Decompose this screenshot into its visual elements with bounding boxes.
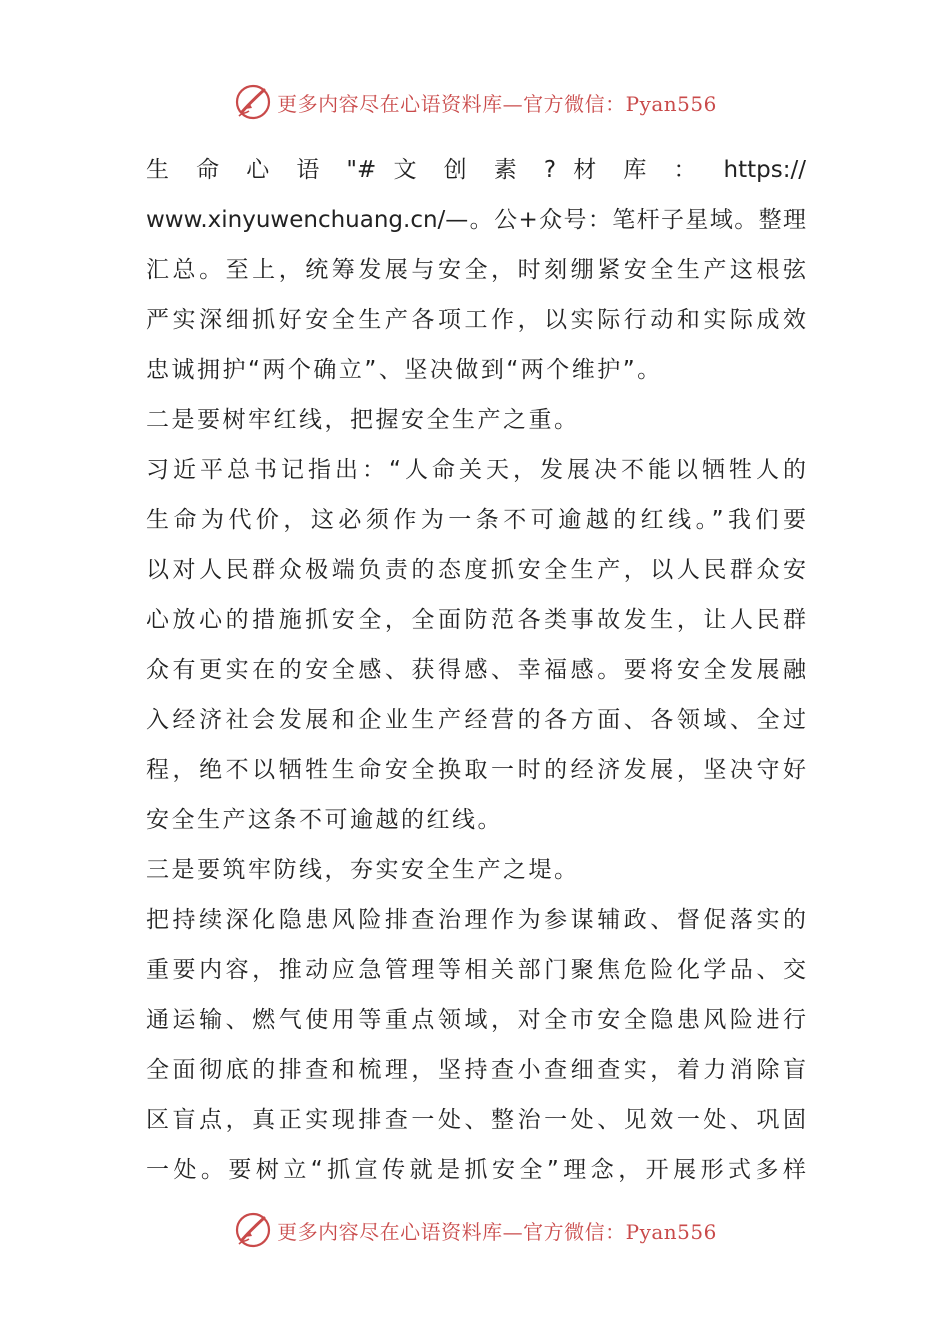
text-line: 区盲点，真正实现排查一处、整治一处、见效一处、巩固 [146, 1107, 806, 1133]
text-line: 通运输、燃气使用等重点领域，对全市安全隐患风险进行 [146, 1007, 806, 1033]
banner-text: 更多内容尽在心语资料库—官方微信：Pyan556 [277, 1219, 717, 1244]
text-line: 众有更实在的安全感、获得感、幸福感。要将安全发展融 [146, 657, 806, 683]
text-line: 二是要树牢红线，把握安全生产之重。 [146, 407, 580, 433]
text-line: 程，绝不以牺牲生命安全换取一时的经济发展，坚决守好 [146, 757, 806, 783]
text-line: www.xinyuwenchuang.cn/—。公+众号：笔杆子星域。整理 [146, 207, 806, 233]
text-line: 汇总。至上，统筹发展与安全，时刻绷紧安全生产这根弦 [146, 257, 806, 283]
banner-text: 更多内容尽在心语资料库—官方微信：Pyan556 [277, 91, 717, 116]
text-line: 生命为代价，这必须作为一条不可逾越的红线。”我们要 [146, 507, 806, 533]
text-line: 心放心的措施抓安全，全面防范各类事故发生，让人民群 [146, 607, 806, 633]
text-line: 把持续深化隐患风险排查治理作为参谋辅政、督促落实的 [146, 907, 806, 933]
text-line: 三是要筑牢防线，夯实安全生产之堤。 [146, 857, 580, 883]
pen-logo-icon [233, 82, 273, 122]
text-line: 忠诚拥护“两个确立”、坚决做到“两个维护”。 [146, 357, 663, 383]
footer-banner [0, 1208, 950, 1252]
text-line: 全面彻底的排查和梳理，坚持查小查细查实，着力消除盲 [146, 1057, 806, 1083]
text-line: 入经济社会发展和企业生产经营的各方面、各领域、全过 [146, 707, 806, 733]
text-line: 一处。要树立“抓宣传就是抓安全”理念，开展形式多样 [146, 1157, 806, 1183]
header-banner [0, 80, 950, 124]
text-line: 安全生产这条不可逾越的红线。 [146, 807, 503, 833]
pen-logo-icon [233, 1210, 273, 1250]
text-line: 以对人民群众极端负责的态度抓安全生产，以人民群众安 [146, 557, 806, 583]
text-line: 严实深细抓好安全生产各项工作，以实际行动和实际成效 [146, 307, 806, 333]
document-body [146, 145, 806, 1195]
text-line: 重要内容，推动应急管理等相关部门聚焦危险化学品、交 [146, 957, 806, 983]
text-line: 生 命 心 语 "# 文 创 素 ? 材 库 ： https:// [146, 157, 806, 183]
text-line: 习近平总书记指出：“人命关天，发展决不能以牺牲人的 [146, 457, 806, 483]
